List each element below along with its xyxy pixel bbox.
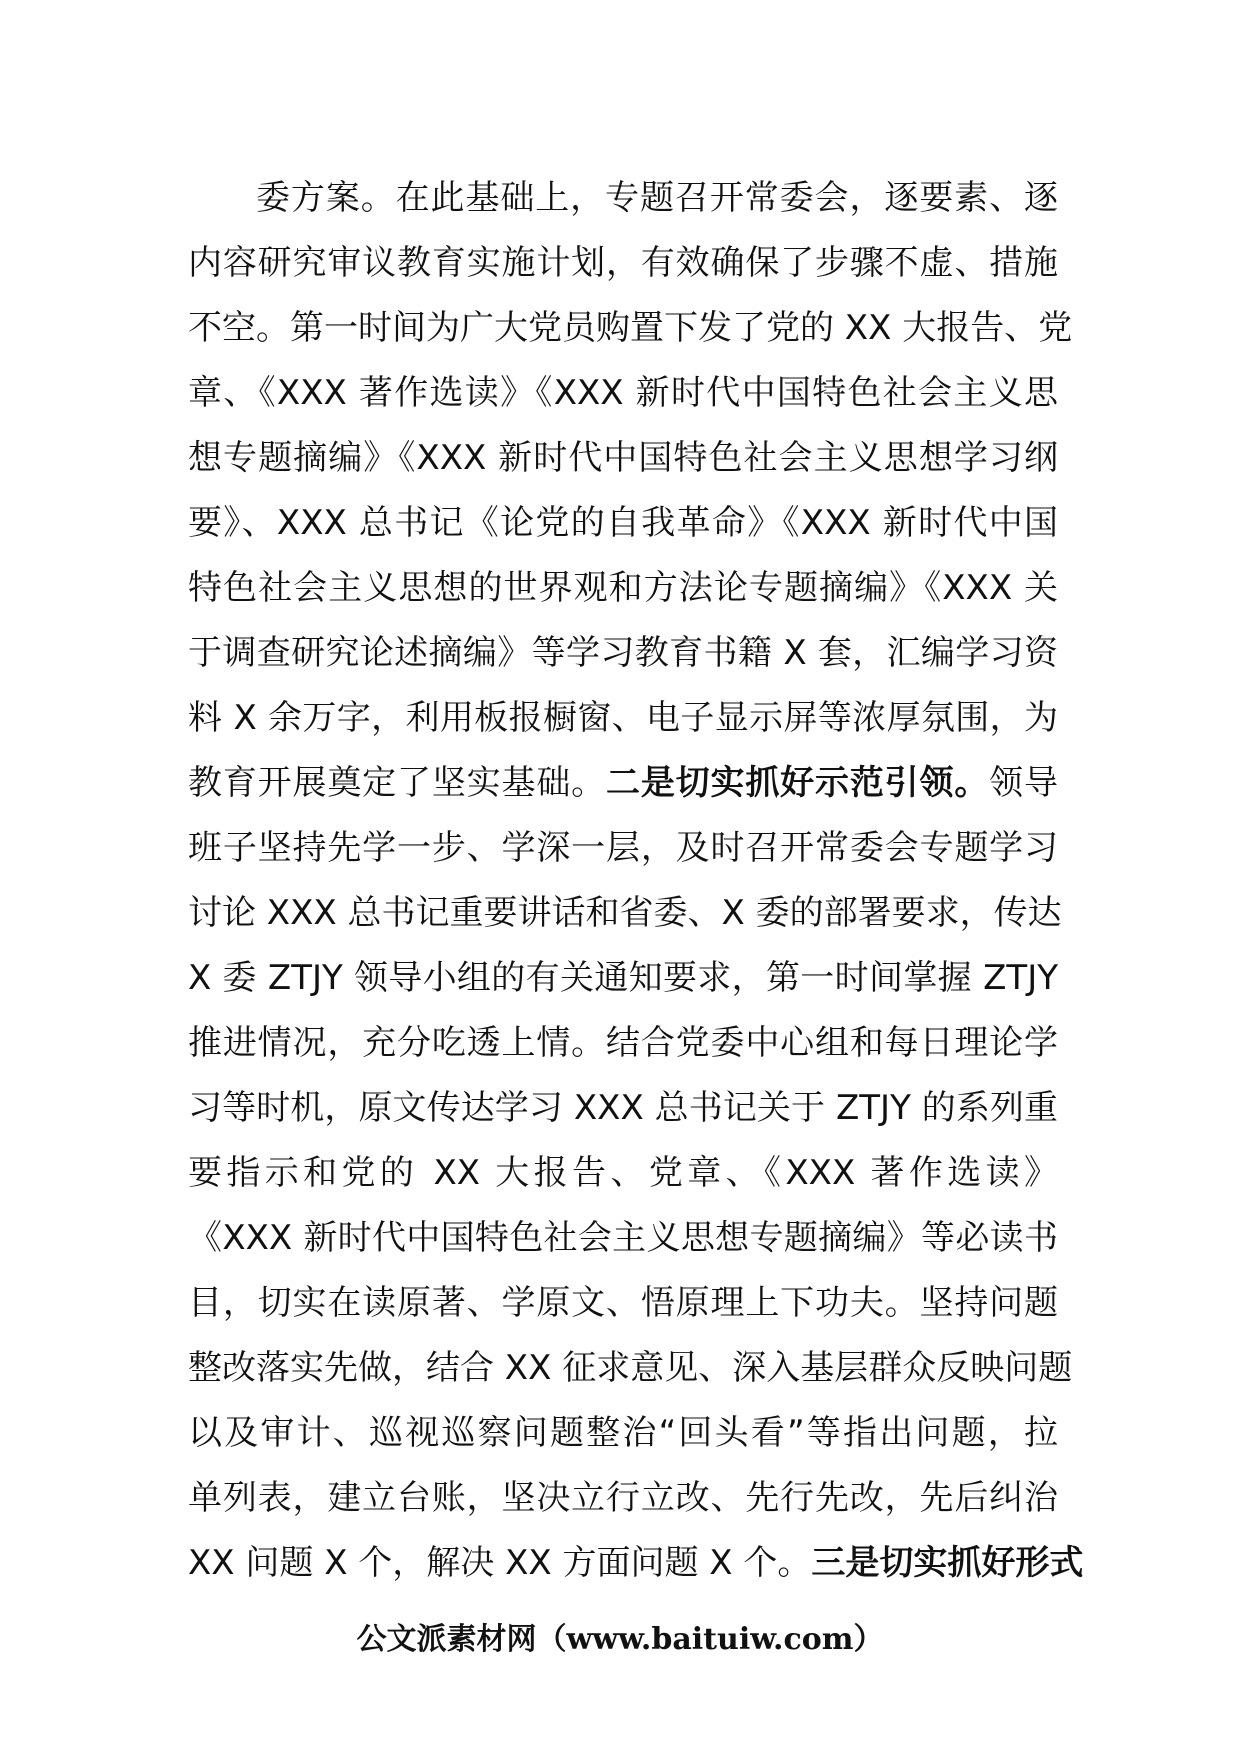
body-text-segment: 单列表，建立台账，坚决立行立改、先行先改，先后纠治 [188, 1478, 1058, 1518]
text-line [188, 361, 1058, 426]
body-text-segment: 内容研究审议教育实施计划，有效确保了步骤不虚、措施 [188, 243, 1058, 283]
text-line [188, 1271, 1058, 1336]
body-text-segment: 习等时机，原文传达学习 XXX 总书记关于 ZTJY 的系列重 [188, 1088, 1058, 1128]
body-text-segment: 委方案。在此基础上，专题召开常委会，逐要素、逐 [256, 178, 1058, 218]
document-body [188, 166, 1084, 1596]
text-line [188, 1336, 1073, 1401]
body-text-segment: 章、《XXX 著作选读》《XXX 新时代中国特色社会主义思 [188, 373, 1058, 413]
text-line [188, 426, 1058, 491]
text-line [188, 881, 1062, 946]
text-line [188, 1531, 1084, 1596]
text-line [188, 556, 1058, 621]
text-line [188, 751, 1058, 816]
text-line [188, 1401, 1058, 1466]
body-text-segment: 要》、XXX 总书记《论党的自我革命》《XXX 新时代中国 [188, 503, 1058, 543]
text-line [188, 946, 1058, 1011]
footer-watermark: 公文派素材网（www.baituiw.com） [356, 1622, 884, 1657]
text-line [188, 1206, 1058, 1271]
body-text-segment: 要指示和党的 XX 大报告、党章、《XXX 著作选读》 [188, 1153, 1058, 1193]
body-text-segment: 特色社会主义思想的世界观和方法论专题摘编》《XXX 关 [188, 568, 1058, 608]
text-line [188, 491, 1058, 556]
body-text-segment: 目，切实在读原著、学原文、悟原理上下功夫。坚持问题 [188, 1283, 1058, 1323]
body-text-segment: 料 X 余万字，利用板报橱窗、电子显示屏等浓厚氛围，为 [188, 698, 1058, 738]
body-text-segment: 教育开展奠定了坚实基础。 [188, 763, 606, 803]
body-text-segment: 领导 [989, 763, 1059, 803]
text-line [188, 166, 1058, 231]
body-text-segment: 班子坚持先学一步、学深一层，及时召开常委会专题学习 [188, 828, 1058, 868]
text-line [188, 621, 1058, 686]
text-line [188, 296, 1073, 361]
body-text-segment: 于调查研究论述摘编》等学习教育书籍 X 套，汇编学习资 [188, 633, 1058, 673]
body-text-segment: X 委 ZTJY 领导小组的有关通知要求，第一时间掌握 ZTJY [188, 958, 1058, 998]
text-line [188, 1466, 1058, 1531]
body-text-segment: 整改落实先做，结合 XX 征求意见、深入基层群众反映问题 [188, 1348, 1073, 1388]
bold-heading-text: 二是切实抓好示范引领。 [606, 763, 990, 803]
text-line [188, 816, 1058, 881]
body-text-segment: 《XXX 新时代中国特色社会主义思想专题摘编》等必读书 [188, 1218, 1058, 1258]
body-text-segment: 想专题摘编》《XXX 新时代中国特色社会主义思想学习纲 [188, 438, 1058, 478]
body-text-segment: 讨论 XXX 总书记重要讲话和省委、X 委的部署要求，传达 [188, 893, 1062, 933]
text-line [188, 231, 1058, 296]
body-text-segment: 以及审计、巡视巡察问题整治“回头看”等指出问题，拉 [188, 1413, 1058, 1453]
text-line [188, 1076, 1058, 1141]
bold-heading-text: 三是切实抓好形式 [811, 1543, 1084, 1583]
text-line [188, 1141, 1058, 1206]
text-line [188, 1011, 1058, 1076]
body-text-segment: 推进情况，充分吃透上情。结合党委中心组和每日理论学 [188, 1023, 1058, 1063]
body-text-segment: 不空。第一时间为广大党员购置下发了党的 XX 大报告、党 [188, 308, 1073, 348]
text-line [188, 686, 1058, 751]
body-text-segment: XX 问题 X 个，解决 XX 方面问题 X 个。 [188, 1543, 812, 1583]
